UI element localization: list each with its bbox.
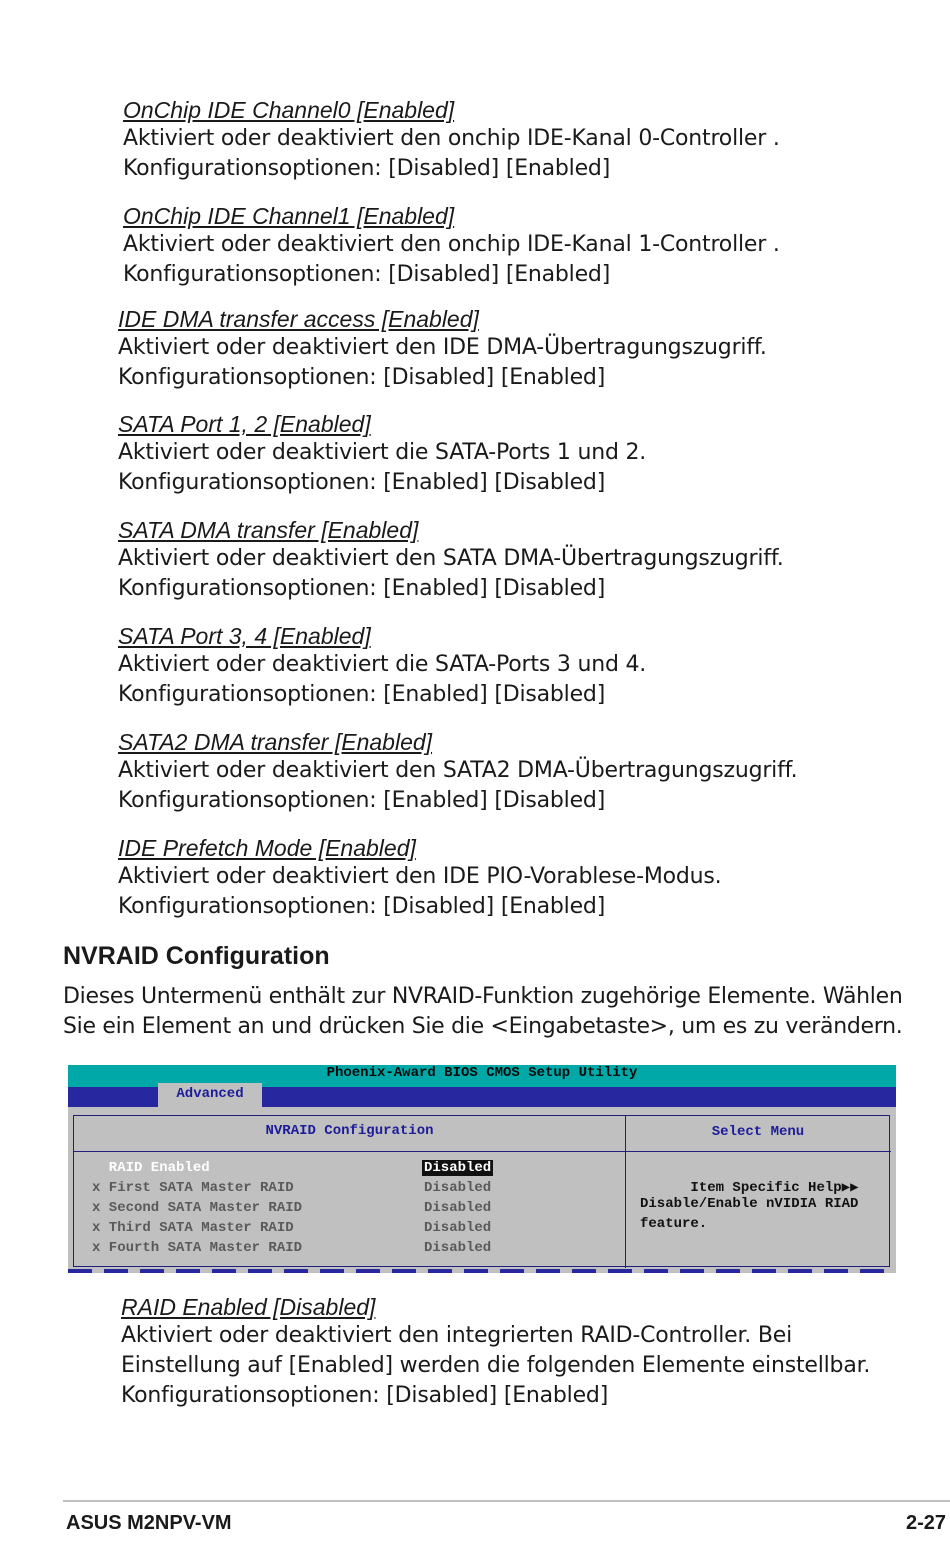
bios-row-value: Disabled xyxy=(424,1220,492,1236)
option-desc-line: Einstellung auf [Enabled] werden die folgenden Elemente einstellbar. xyxy=(121,1353,871,1378)
bios-help-line: Disable/Enable nVIDIA RIAD xyxy=(640,1196,859,1212)
option-desc-line: Konfigurationsoptionen: [Disabled] [Enabled] xyxy=(123,156,611,181)
bios-row-value: Disabled xyxy=(424,1180,492,1196)
option-sata2-dma-transfer xyxy=(118,728,918,816)
bios-screenshot xyxy=(68,1065,896,1273)
option-onchip-ide-channel1 xyxy=(123,202,923,290)
option-desc-line: Konfigurationsoptionen: [Disabled] [Enabled] xyxy=(123,262,611,287)
option-raid-enabled xyxy=(121,1293,921,1411)
section-heading: NVRAID Configuration xyxy=(63,942,330,970)
bios-help-line: feature. xyxy=(640,1216,708,1232)
double-arrow-right-icon: ▶▶ xyxy=(841,1180,859,1196)
option-desc-line: Aktiviert oder deaktiviert die SATA-Ports 1 und 2. xyxy=(118,440,647,465)
bios-row-fourth-sata xyxy=(92,1238,492,1258)
bios-help-header-text: Item Specific Help xyxy=(690,1180,842,1196)
footer-product-name: ASUS M2NPV-VM xyxy=(66,1512,232,1534)
bios-row-label: x Third SATA Master RAID xyxy=(92,1220,294,1236)
bios-row-label: x First SATA Master RAID xyxy=(92,1180,294,1196)
option-desc-line: Aktiviert oder deaktiviert den IDE PIO-Vorablese-Modus. xyxy=(118,864,722,889)
bios-row-label: RAID Enabled xyxy=(92,1160,210,1176)
bios-help-title: Select Menu xyxy=(711,1124,805,1140)
option-desc-line: Konfigurationsoptionen: [Disabled] [Enabled] xyxy=(118,365,606,390)
option-title: OnChip IDE Channel1 [Enabled] xyxy=(123,203,455,229)
bios-bottom-border xyxy=(68,1269,896,1273)
option-title: SATA2 DMA transfer [Enabled] xyxy=(118,729,433,755)
option-desc-line: Aktiviert oder deaktiviert den onchip IDE-Kanal 1-Controller . xyxy=(123,232,780,257)
panel-divider xyxy=(74,1151,891,1152)
option-title: SATA Port 1, 2 [Enabled] xyxy=(118,411,371,437)
option-desc-line: Konfigurationsoptionen: [Enabled] [Disabled] xyxy=(118,682,606,707)
bios-row-raid-enabled[interactable] xyxy=(92,1158,492,1178)
option-sata-dma-transfer xyxy=(118,516,918,604)
option-desc-line: Aktiviert oder deaktiviert die SATA-Ports 3 und 4. xyxy=(118,652,647,677)
bios-row-second-sata xyxy=(92,1198,492,1218)
option-desc-line: Aktiviert oder deaktiviert den integrierten RAID-Controller. Bei xyxy=(121,1323,793,1348)
option-desc-line: Konfigurationsoptionen: [Enabled] [Disabled] xyxy=(118,788,606,813)
footer-rule xyxy=(63,1500,950,1502)
option-desc-line: Aktiviert oder deaktiviert den SATA DMA-Übertragungszugriff. xyxy=(118,546,784,571)
option-ide-dma-transfer xyxy=(118,305,918,393)
footer-page-number: 2-27 xyxy=(905,1512,946,1534)
bios-row-third-sata xyxy=(92,1218,492,1238)
option-desc-line: Aktiviert oder deaktiviert den onchip IDE-Kanal 0-Controller . xyxy=(123,126,780,151)
option-title: RAID Enabled [Disabled] xyxy=(121,1294,376,1320)
option-title: SATA DMA transfer [Enabled] xyxy=(118,517,419,543)
bios-row-value: Disabled xyxy=(424,1200,492,1216)
option-onchip-ide-channel0 xyxy=(123,96,923,184)
bios-row-label: x Fourth SATA Master RAID xyxy=(92,1240,303,1256)
bios-panel xyxy=(73,1115,890,1267)
bios-row-label: x Second SATA Master RAID xyxy=(92,1200,303,1216)
option-sata-port-1-2 xyxy=(118,410,918,498)
section-intro: Dieses Untermenü enthält zur NVRAID-Funktion zugehörige Elemente. Wählen Sie ein Element an und drücken Sie die <Eingabetaste>, um es zu verändern. xyxy=(63,984,903,1039)
option-desc-line: Konfigurationsoptionen: [Disabled] [Enabled] xyxy=(118,894,606,919)
option-sata-port-3-4 xyxy=(118,622,918,710)
option-title: OnChip IDE Channel0 [Enabled] xyxy=(123,97,455,123)
option-desc-line: Aktiviert oder deaktiviert den SATA2 DMA-Übertragungszugriff. xyxy=(118,758,798,783)
option-ide-prefetch-mode xyxy=(118,834,918,922)
option-title: SATA Port 3, 4 [Enabled] xyxy=(118,623,371,649)
bios-row-first-sata xyxy=(92,1178,492,1198)
option-title: IDE Prefetch Mode [Enabled] xyxy=(118,835,416,861)
option-desc-line: Konfigurationsoptionen: [Enabled] [Disabled] xyxy=(118,470,606,495)
bios-title: Phoenix-Award BIOS CMOS Setup Utility xyxy=(68,1065,896,1087)
bios-row-value: Disabled xyxy=(424,1240,492,1256)
option-title: IDE DMA transfer access [Enabled] xyxy=(118,306,479,332)
bios-menu-title: NVRAID Configuration xyxy=(265,1123,434,1139)
option-desc-line: Aktiviert oder deaktiviert den IDE DMA-Übertragungszugriff. xyxy=(118,335,767,360)
option-desc-line: Konfigurationsoptionen: [Disabled] [Enabled] xyxy=(121,1383,609,1408)
tab-advanced[interactable]: Advanced xyxy=(158,1083,262,1107)
option-desc-line: Konfigurationsoptionen: [Enabled] [Disabled] xyxy=(118,576,606,601)
bios-row-value[interactable]: Disabled xyxy=(424,1160,492,1176)
